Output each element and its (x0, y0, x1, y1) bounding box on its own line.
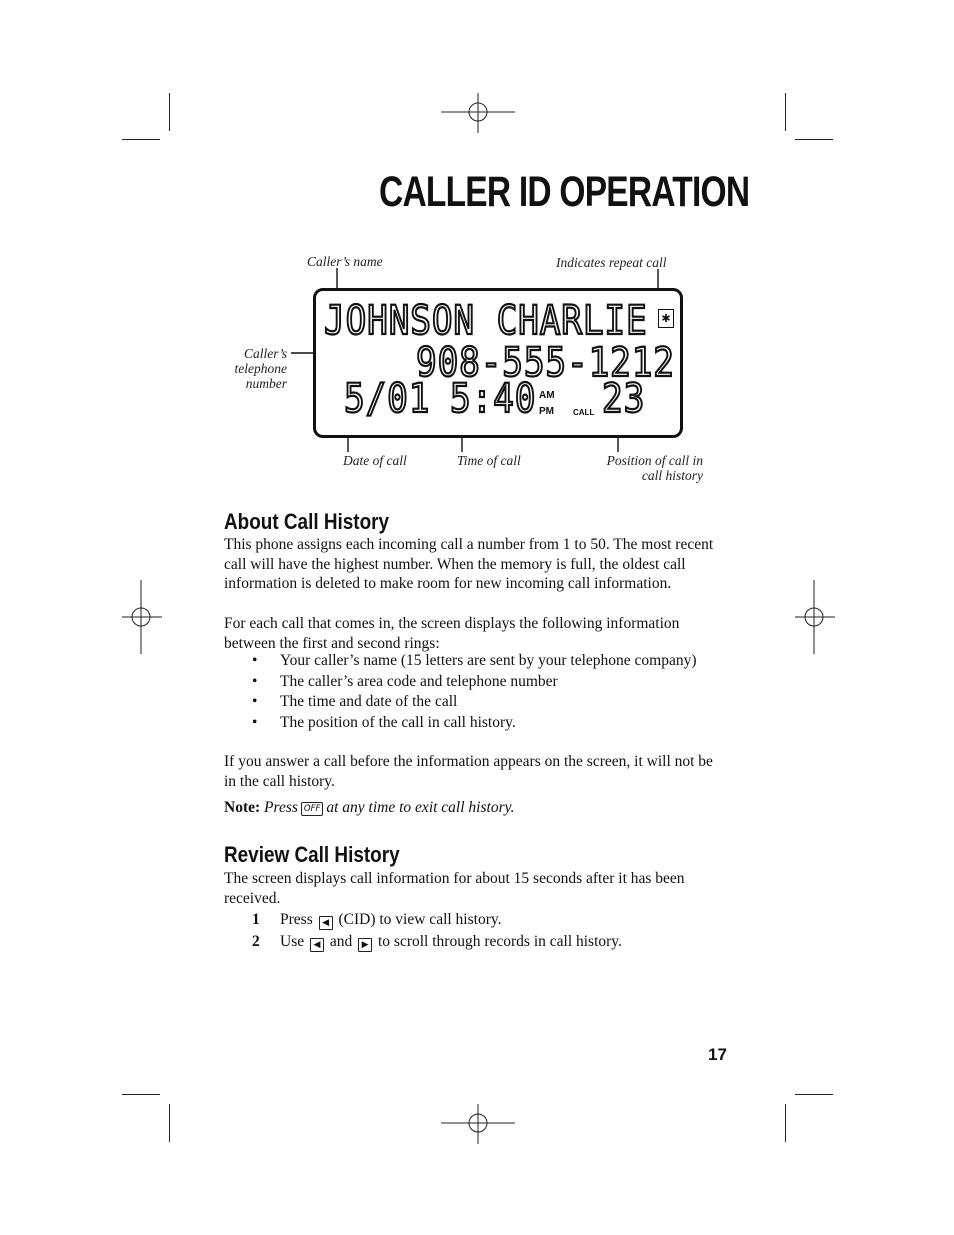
review-heading: Review Call History (224, 842, 400, 867)
label-telephone-number: Caller’s telephone number (234, 346, 287, 391)
list-item: • The caller’s area code and telephone number (252, 672, 558, 690)
lcd-date: 5/01 (344, 376, 431, 422)
left-arrow-key-icon: ◀ (319, 916, 333, 930)
page-number: 17 (708, 1045, 727, 1064)
off-key-icon: OFF (301, 802, 323, 816)
note-label: Note: (224, 799, 261, 816)
lcd-phone-number: 908-555-1212 (416, 340, 675, 386)
lcd-call-label: CALL (573, 408, 595, 417)
lcd-pm-indicator: PM (539, 406, 554, 417)
registration-mark-left (122, 580, 162, 654)
review-steps (224, 909, 744, 953)
label-callers-name: Caller’s name (307, 254, 383, 269)
list-item: • Your caller’s name (15 letters are sent by your telephone company) (252, 652, 697, 669)
label-date-of-call: Date of call (343, 453, 407, 468)
review-paragraph-1: The screen displays call information for about 15 seconds after it has been received. (224, 870, 685, 907)
label-repeat-call: Indicates repeat call (556, 255, 667, 270)
about-paragraph-1: This phone assigns each incoming call a number from 1 to 50. The most recent call will have the highest number. When the memory is full, the oldest call information is deleted to make room for new incoming call information. (224, 536, 714, 592)
list-item: • The position of the call in call history. (252, 713, 516, 731)
lcd-caller-name: JOHNSON CHARLIE (324, 298, 648, 344)
note: Note: Press OFF at any time to exit call history. (224, 799, 515, 816)
list-item: 1 Press ◀ (CID) to view call history. (252, 911, 502, 928)
about-paragraph-2: For each call that comes in, the screen displays the following information between the first and second rings: (224, 615, 680, 652)
registration-mark-bottom (441, 1104, 515, 1144)
about-heading: About Call History (224, 509, 390, 534)
registration-mark-right (795, 580, 835, 654)
lcd-am-indicator: AM (539, 390, 555, 401)
about-bullet-list (224, 651, 724, 733)
lcd-time: 5:40 (450, 376, 537, 422)
right-arrow-key-icon: ▶ (358, 938, 372, 952)
about-paragraph-3: If you answer a call before the information appears on the screen, it will not be in the call history. (224, 753, 713, 790)
label-time-of-call: Time of call (457, 453, 521, 468)
list-item: • The time and date of the call (252, 693, 458, 710)
repeat-call-icon: ✱ (658, 309, 674, 328)
left-arrow-key-icon: ◀ (310, 938, 324, 952)
lcd-display (313, 288, 683, 438)
list-item: 2 Use ◀ and ▶ to scroll through records in call history. (252, 933, 622, 950)
page-title: CALLER ID OPERATION (379, 168, 750, 216)
label-position-of-call: Position of call in call history (606, 453, 703, 483)
lcd-call-position: 23 (602, 376, 646, 422)
